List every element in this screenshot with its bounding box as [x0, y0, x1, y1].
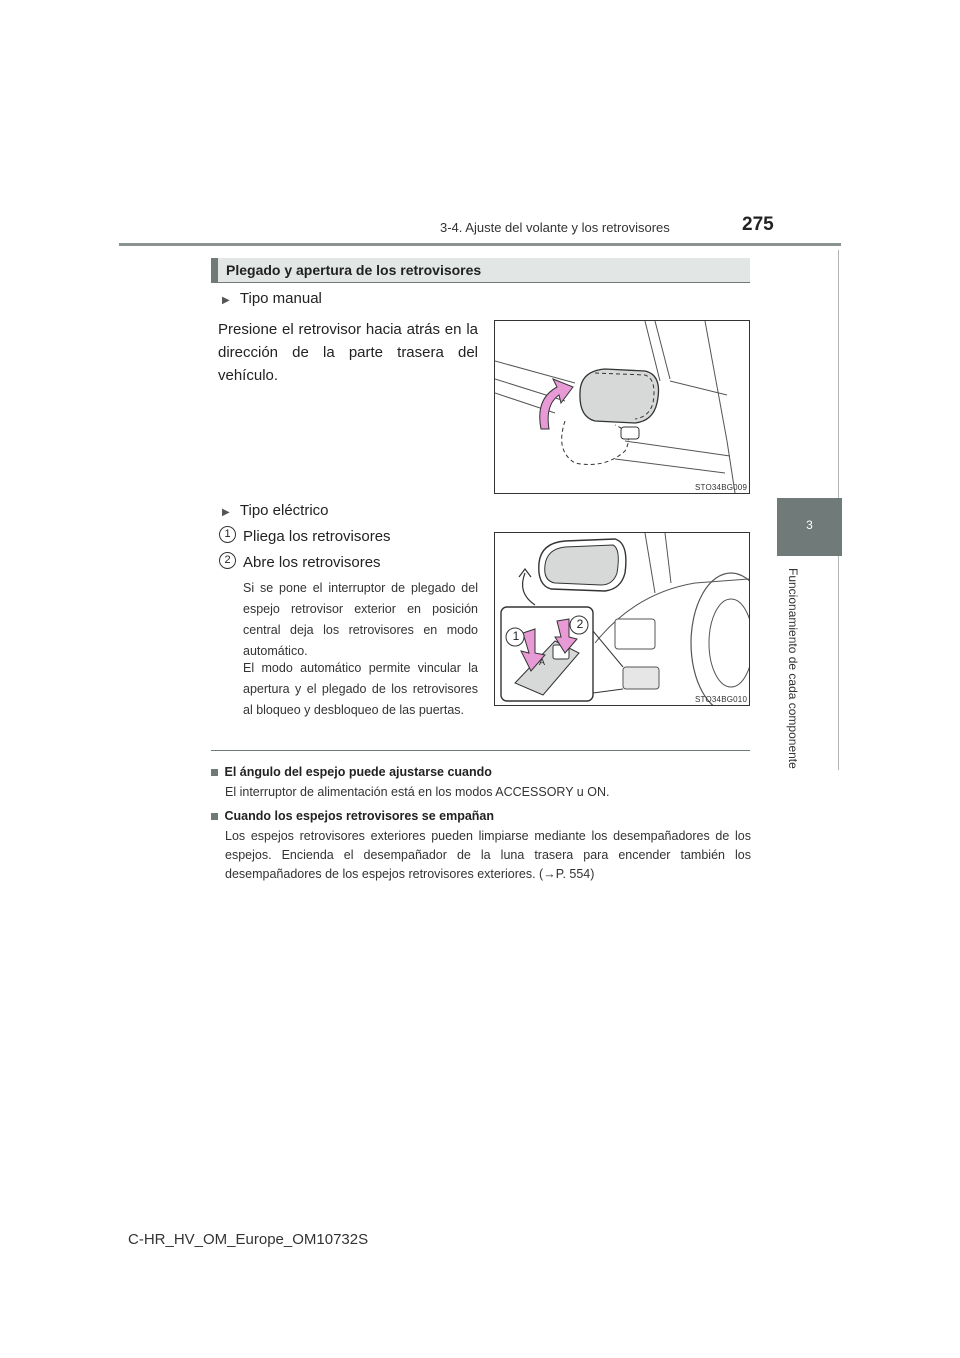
chapter-title: Funcionamiento de cada componente — [786, 568, 800, 769]
step-number-2: 2 — [219, 552, 236, 569]
manual-type-label: Tipo manual — [239, 290, 322, 307]
note-text-2: Los espejos retrovisores exteriores pueden limpiarse mediante los desempañadores de los espejos. Encienda el desempañador de la luna trasera para encender también los desempañadores de los espejos retrovisores exteriores. (→P. 554) — [225, 829, 751, 881]
note-block-2 — [211, 809, 751, 884]
note-heading-1 — [211, 765, 751, 779]
switch-letter: A — [539, 657, 546, 667]
footer-doc-id: C-HR_HV_OM_Europe_OM10732S — [128, 1231, 369, 1248]
triangle-bullet-icon: ▶ — [222, 507, 230, 518]
note-text-1: El interruptor de alimentación está en los modos ACCESSORY u ON. — [225, 785, 610, 799]
note-heading-2 — [211, 809, 751, 823]
page-number: 275 — [742, 214, 774, 235]
triangle-bullet-icon: ▶ — [222, 295, 230, 306]
header-section-title: 3-4. Ajuste del volante y los retrovisores — [440, 220, 670, 235]
figure-callout-2: 2 — [576, 617, 584, 631]
step-number-1: 1 — [219, 526, 236, 543]
header-rule — [119, 243, 841, 246]
electric-note-2: El modo automático permite vincular la apertura y el plegado de los retrovisores al bloqueo y desbloqueo de las puertas. — [243, 661, 478, 717]
manual-type-text: Presione el retrovisor hacia atrás en la dirección de la parte trasera del vehículo. — [218, 321, 478, 384]
note-heading-text-1: El ángulo del espejo puede ajustarse cuando — [224, 765, 492, 779]
notes-separator — [211, 750, 750, 751]
manual-type-item — [222, 290, 322, 307]
electric-switch-figure — [494, 532, 750, 706]
step-text-2: Abre los retrovisores — [243, 554, 381, 571]
section-title: Plegado y apertura de los retrovisores — [226, 262, 482, 278]
square-bullet-icon — [211, 813, 218, 820]
note-heading-text-2: Cuando los espejos retrovisores se empañan — [224, 809, 495, 823]
figure-callout-1: 1 — [512, 629, 520, 643]
electric-type-item — [222, 502, 329, 519]
figure-code: STO34BG009 — [695, 483, 748, 492]
manual-mirror-illustration — [495, 321, 749, 493]
step-text-1: Pliega los retrovisores — [243, 528, 391, 545]
square-bullet-icon — [211, 769, 218, 776]
electric-switch-illustration — [495, 533, 749, 705]
note-block-1 — [211, 765, 751, 802]
figure-code: STO34BG010 — [695, 695, 748, 704]
electric-note-1: Si se pone el interruptor de plegado del espejo retrovisor exterior en posición central deja los retrovisores en modo automático. — [243, 581, 478, 658]
chapter-number: 3 — [806, 518, 813, 532]
manual-mirror-figure — [494, 320, 750, 494]
electric-type-label: Tipo eléctrico — [239, 502, 329, 519]
